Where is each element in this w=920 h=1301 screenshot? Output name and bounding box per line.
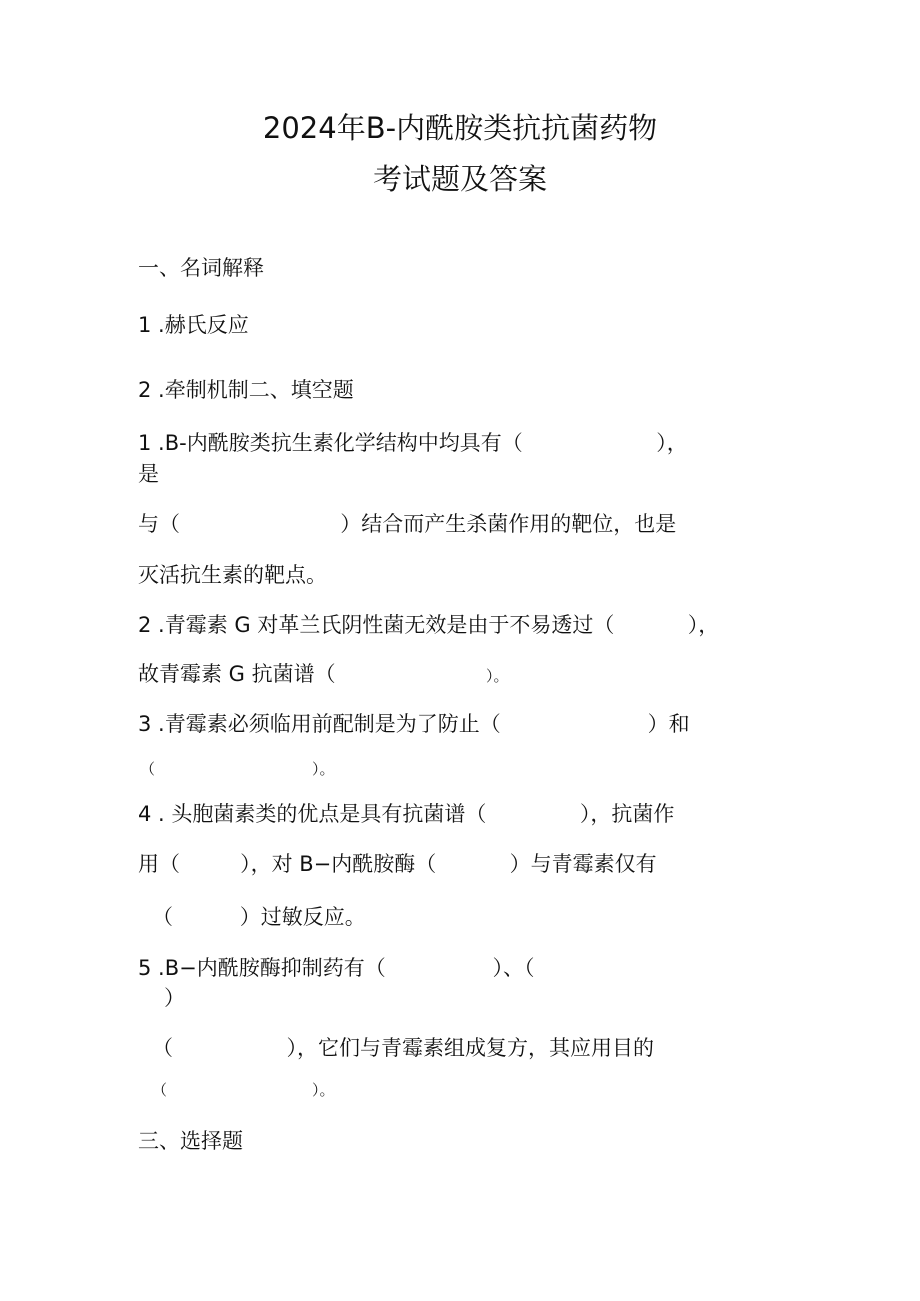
question-line: 3 .青霉素必须临用前配制是为了防止（ ）和 (138, 712, 690, 736)
question-line: 故青霉素 G 抗菌谱（ (138, 662, 336, 686)
section-heading-definitions: 一、名词解释 (138, 256, 264, 280)
question-line: ） (164, 986, 185, 1010)
question-line: 灭活抗生素的靶点。 (138, 563, 327, 587)
question-line-end: ）。 (486, 667, 509, 685)
question-line: 2 .青霉素 G 对革兰氏阴性菌无效是由于不易透过（ ）， (138, 613, 720, 637)
question-line: 与（ ）结合而产生杀菌作用的靶位，也是 (138, 512, 677, 536)
question-line: 4 . 头胞菌素类的优点是具有抗菌谱（ ），抗菌作 (138, 802, 675, 826)
question-line: 5 .B−内酰胺酶抑制药有（ ）、（ (138, 956, 535, 980)
question-line-end: ）。 (312, 760, 335, 778)
doc-title-line2: 考试题及答案 (372, 162, 547, 196)
question-line: （ ）过敏反应。 (152, 905, 366, 929)
question-line: 用（ ），对 B−内酰胺酶（ ）与青霉素仅有 (138, 852, 657, 876)
section-heading-multiple-choice: 三、选择题 (138, 1129, 243, 1153)
question-line: 1 .B-内酰胺类抗生素化学结构中均具有（ ）， (138, 431, 688, 455)
question-line: 是 (138, 462, 159, 486)
question-line-end: ）。 (312, 1081, 335, 1099)
question-line: （ ），它们与青霉素组成复方，其应用目的 (152, 1036, 654, 1060)
doc-title-line1: 2024年B-内酰胺类抗抗菌药物 (262, 111, 658, 145)
question-line: 2 .牵制机制二、填空题 (138, 378, 354, 402)
question-line: （ (152, 1081, 168, 1099)
question-line: 1 .赫氏反应 (138, 313, 249, 337)
question-line: （ (140, 760, 156, 778)
